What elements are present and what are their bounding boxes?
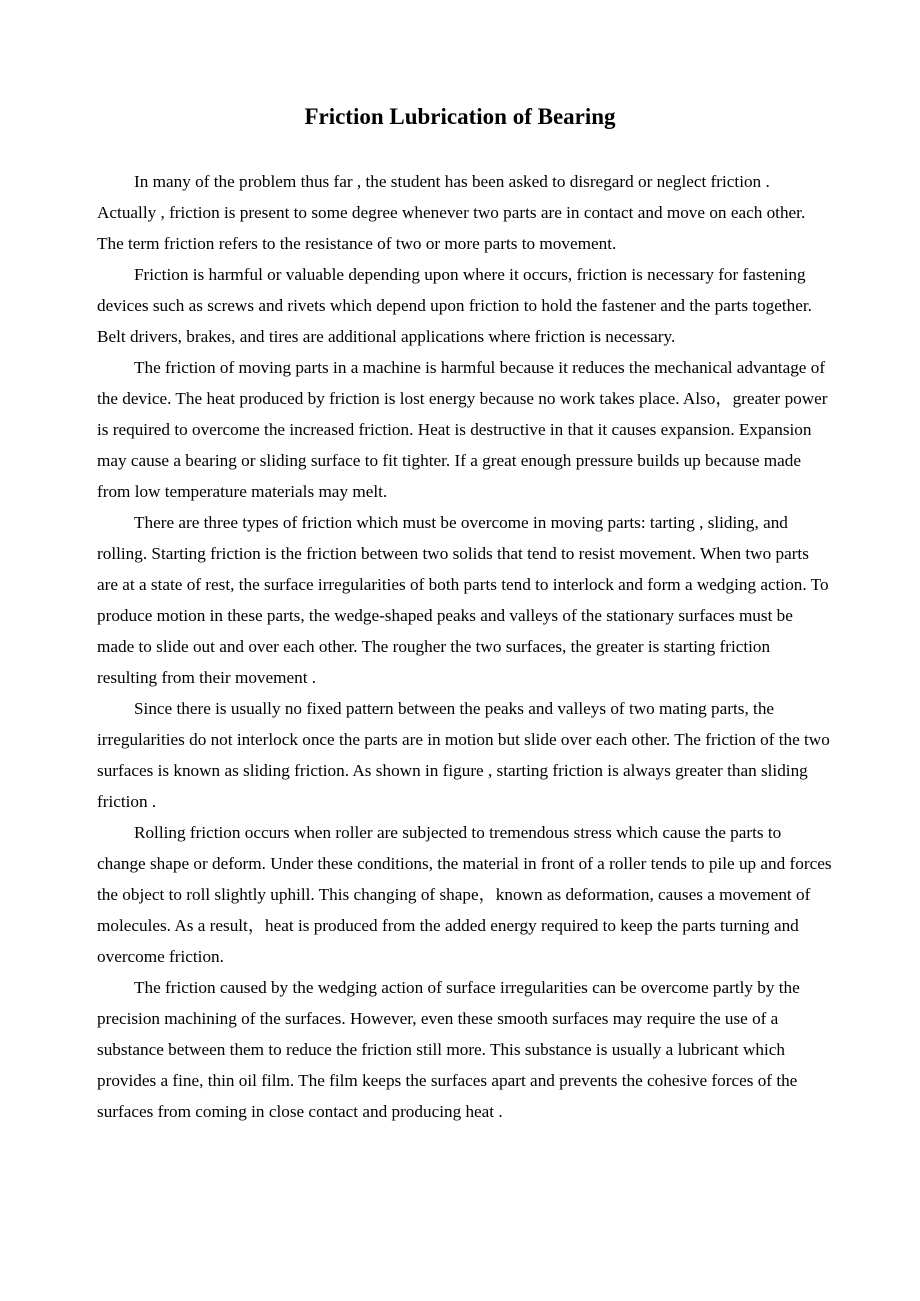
- document-title: Friction Lubrication of Bearing: [304, 104, 616, 129]
- document-body: [97, 166, 832, 1127]
- paragraph: The friction caused by the wedging action of surface irregularities can be overcome partly by the precision machining of the surfaces. However, even these smooth surfaces may require the use of a substance between them to reduce the friction still more. This substance is usually a lubricant which provides a fine, thin oil film. The film keeps the surfaces apart and prevents the cohesive forces of the surfaces from coming in close contact and producing heat .: [97, 978, 800, 1121]
- paragraph: Since there is usually no fixed pattern between the peaks and valleys of two mating parts, the irregularities do not interlock once the parts are in motion but slide over each other. The friction of the two surfaces is known as sliding friction. As shown in figure , starting friction is always greater than sliding friction .: [97, 699, 830, 811]
- paragraph: In many of the problem thus far , the student has been asked to disregard or neglect friction . Actually , friction is present to some degree whenever two parts are in contact and move on each other. The term friction refers to the resistance of two or more parts to movement.: [97, 172, 806, 253]
- paragraph: Rolling friction occurs when roller are subjected to tremendous stress which cause the parts to change shape or deform. Under these conditions, the material in front of a roller tends to pile up and forces the object to roll slightly uphill. This changing of shape，known as deformation, causes a movement of molecules. As a result，heat is produced from the added energy required to keep the parts turning and overcome friction.: [97, 823, 832, 966]
- paragraph: There are three types of friction which must be overcome in moving parts: tarting , sliding, and rolling. Starting friction is the friction between two solids that tend to resist movement. When two parts are at a state of rest, the surface irregularities of both parts tend to interlock and form a wedging action. To produce motion in these parts, the wedge-shaped peaks and valleys of the stationary surfaces must be made to slide out and over each other. The rougher the two surfaces, the greater is starting friction resulting from their movement .: [97, 513, 829, 687]
- paragraph: Friction is harmful or valuable depending upon where it occurs, friction is necessary for fastening devices such as screws and rivets which depend upon friction to hold the fastener and the parts together. Belt drivers, brakes, and tires are additional applications where friction is necessary.: [97, 265, 812, 346]
- paragraph: The friction of moving parts in a machine is harmful because it reduces the mechanical advantage of the device. The heat produced by friction is lost energy because no work takes place. Also，greater power is required to overcome the increased friction. Heat is destructive in that it causes expansion. Expansion may cause a bearing or sliding surface to fit tighter. If a great enough pressure builds up because made from low temperature materials may melt.: [97, 358, 828, 501]
